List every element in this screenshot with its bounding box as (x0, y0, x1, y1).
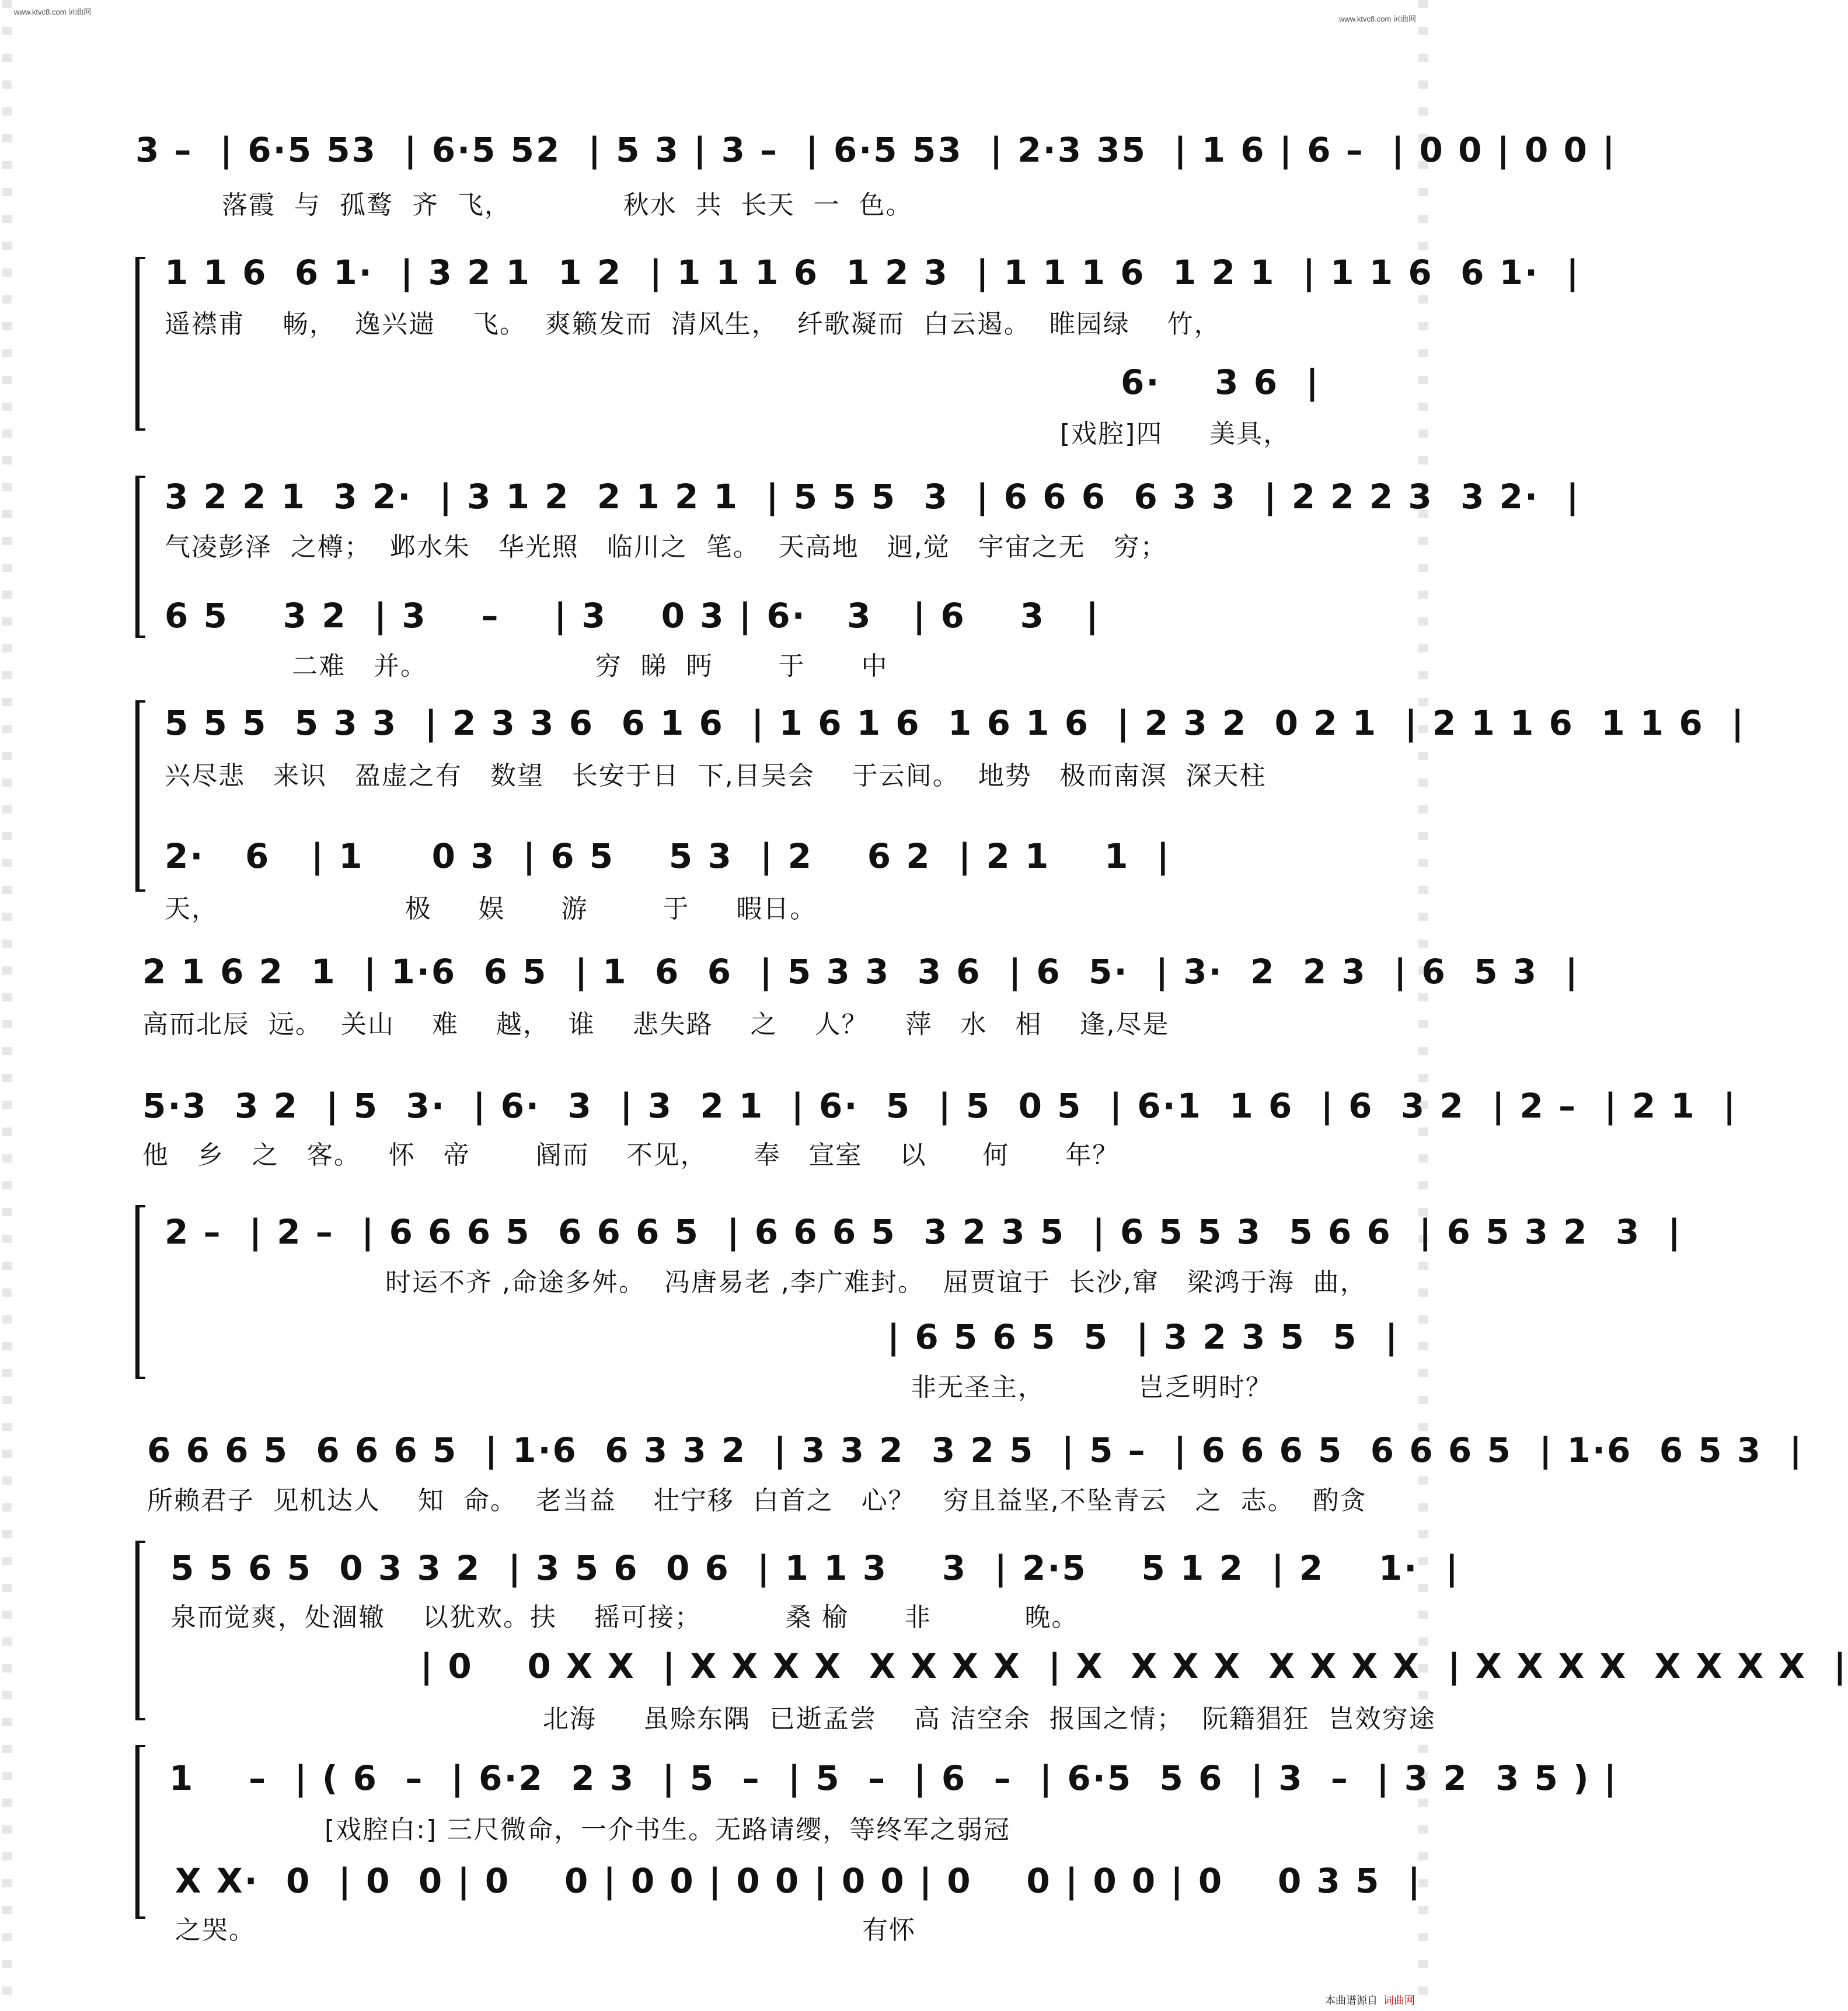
lyric-line: 非无圣主， 岂乏明时？ (911, 1373, 1272, 1402)
system-bracket (135, 1205, 145, 1379)
lyric-line: [戏腔白:] 三尺微命，一介书生。无路请缨，等终军之弱冠 (325, 1815, 1011, 1845)
notation-line: 6 6 6 5 6 6 6 5 | 1·6 6 3 3 2 | 3 3 2 3 2 5 | 5 – | 6 6 6 5 6 6 6 5 | 1·6 6 5 3 | (147, 1430, 1804, 1470)
notation-line: 1 1 6 6 1· | 3 2 1 1 2 | 1 1 1 6 1 2 3 | 1 1 1 6 1 2 1 | 1 1 6 6 1· | (165, 253, 1581, 292)
header-left: www.ktvc8.com 词曲网 (14, 8, 92, 16)
lyric-line: 北海 虽赊东隅 已逝孟尝 高 洁空余 报国之情； 阮籍猖狂 岂效穷途 (543, 1704, 1436, 1734)
system-bracket (135, 700, 145, 892)
footer-source-note: 本曲谱源自 (1325, 1995, 1378, 2007)
lyric-line: 他 乡 之 客。 怀 帝 阍而 不见， 奉 宣室 以 何 年？ (142, 1140, 1120, 1170)
system-bracket (135, 1541, 145, 1720)
notation-line: 5 5 6 5 0 3 3 2 | 3 5 6 0 6 | 1 1 3 3 | 2·5 5 1 2 | 2 1· | (170, 1548, 1460, 1588)
lyric-line: 所赖君子 见机达人 知 命。 老当益 壮宁移 白首之 心？ 穷且益坚,不坠青云 之 志。 酌贪 (147, 1486, 1367, 1516)
system-bracket (135, 476, 145, 638)
notation-line: 2 1 6 2 1 | 1·6 6 5 | 1 6 6 | 5 3 3 3 6 | 6 5· | 3· 2 2 3 | 6 5 3 | (142, 952, 1579, 991)
lyric-line: 落霞 与 孤鹜 齐 飞， 秋水 共 长天 一 色。 (222, 190, 913, 220)
lyric-line: [戏腔]四 美具， (1060, 419, 1291, 449)
notation-line: 1 – | ( 6 – | 6·2 2 3 | 5 – | 5 – | 6 – | 6·5 5 6 | 3 – | 3 2 3 5 ) | (169, 1758, 1618, 1798)
lyric-line: 遥襟甫 畅， 逸兴遄 飞。 爽籁发而 清风生， 纤歌凝而 白云遏。 睢园绿 竹， (165, 309, 1221, 339)
header-right: www.ktvc8.com 词曲网 (1338, 15, 1416, 23)
notation-line: 6· 3 6 | (1121, 362, 1320, 402)
lyric-line: 兴尽悲 来识 盈虚之有 数望 长安于日 下,目吴会 于云间。 地势 极而南溟 深天柱 (165, 761, 1267, 791)
system-bracket (135, 1745, 145, 1919)
lyric-line: 时运不齐 ,命途多舛。 冯唐易老 ,李广难封。 屈贾谊于 长沙,窜 梁鸿于海 曲， (385, 1268, 1367, 1297)
lyric-line: 泉而觉爽，处涸辙 以犹欢。扶 摇可接； 桑 榆 非 晚。 (170, 1602, 1079, 1632)
left-border-strip (2, 0, 12, 2011)
lyric-line: 天， 极 娱 游 于 暇日。 (165, 894, 817, 924)
notation-line: | 0 0 X X | X X X X X X X X | X X X X X X X X | X X X X X X X X | (420, 1646, 1848, 1686)
notation-line: X X· 0 | 0 0 | 0 0 | 0 0 | 0 0 | 0 0 | 0 0 | 0 0 | 0 0 3 5 | (175, 1861, 1422, 1901)
notation-line: 5 5 5 5 3 3 | 2 3 3 6 6 1 6 | 1 6 1 6 1 6 1 6 | 2 3 2 0 2 1 | 2 1 1 6 1 1 6 | (165, 703, 1746, 743)
notation-line: 3 2 2 1 3 2· | 3 1 2 2 1 2 1 | 5 5 5 3 | 6 6 6 6 3 3 | 2 2 2 3 3 2· | (165, 477, 1581, 516)
lyric-line: 气凌彭泽 之樽； 邺水朱 华光照 临川之 笔。 天高地 迥,觉 宇宙之无 穷； (165, 532, 1167, 562)
lyric-line: 高而北辰 远。 关山 难 越， 谁 悲失路 之 人？ 萍 水 相 逢,尽是 (142, 1010, 1170, 1039)
notation-line: 3 – | 6·5 53 | 6·5 52 | 5 3 | 3 – | 6·5 53 | 2·3 35 | 1 6 | 6 – | 0 0 | 0 0 | (135, 130, 1617, 170)
notation-line: 2 – | 2 – | 6 6 6 5 6 6 6 5 | 6 6 6 5 3 2 3 5 | 6 5 5 3 5 6 6 | 6 5 3 2 3 | (165, 1212, 1682, 1252)
footer-site-logo: 词曲网 (1383, 1995, 1415, 2007)
lyric-line: 之哭。 有怀 (175, 1915, 916, 1945)
notation-line: 6 5 3 2 | 3 – | 3 0 3 | 6· 3 | 6 3 | (165, 596, 1100, 636)
lyric-line: 二难 并。 穷 睇 眄 于 中 (292, 651, 888, 681)
notation-line: 5·3 3 2 | 5 3· | 6· 3 | 3 2 1 | 6· 5 | 5 0 5 | 6·1 1 6 | 6 3 2 | 2 – | 2 1 | (142, 1086, 1738, 1126)
system-bracket (135, 257, 145, 431)
notation-line: 2· 6 | 1 0 3 | 6 5 5 3 | 2 6 2 | 2 1 1 | (165, 836, 1171, 876)
notation-line: | 6 5 6 5 5 | 3 2 3 5 5 | (887, 1317, 1400, 1357)
